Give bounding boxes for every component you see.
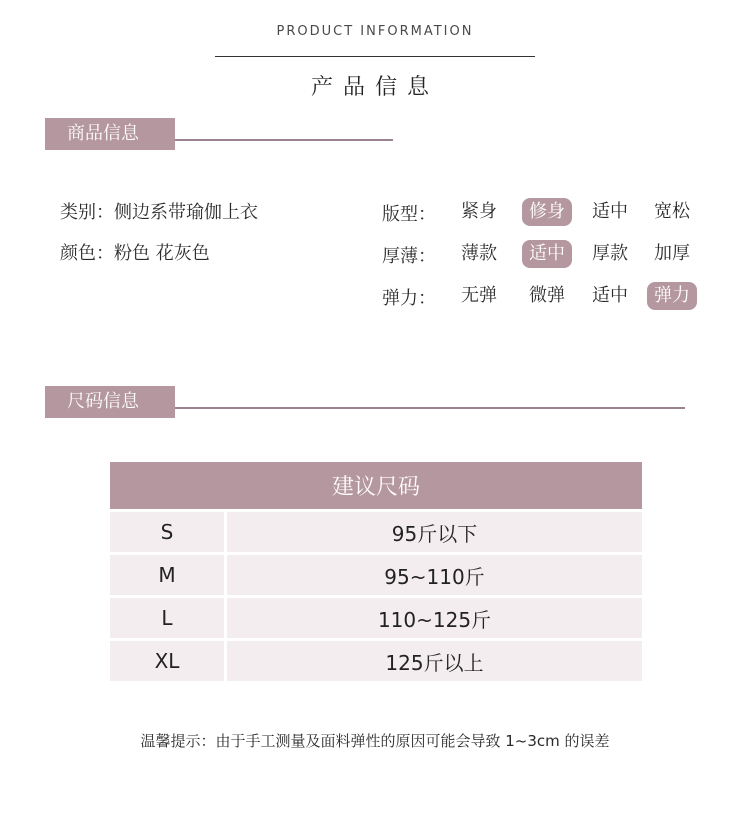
fit-option-slim-selected: 修身 (522, 198, 572, 226)
category-text: 类别：侧边系带瑜伽上衣 (60, 202, 258, 223)
size-info-divider (175, 407, 685, 409)
table-row (110, 511, 642, 554)
product-info-label: 商品信息 (45, 118, 175, 150)
size-table-header: 建议尺码 (110, 462, 642, 511)
elasticity-option-stretch-selected: 弹力 (647, 282, 697, 310)
thickness-option-extra-thick: 加厚 (654, 243, 690, 264)
color-text: 颜色：粉色 花灰色 (60, 243, 210, 264)
weight-cell: 110~125斤 (226, 597, 643, 640)
product-info-divider (175, 139, 393, 141)
size-cell: M (110, 554, 226, 597)
attr-fit-label: 版型： (382, 204, 436, 225)
size-cell: S (110, 511, 226, 554)
weight-cell: 125斤以上 (226, 640, 643, 682)
table-row (110, 597, 642, 640)
attr-elasticity-label: 弹力： (382, 288, 436, 309)
elasticity-option-slight: 微弹 (529, 285, 565, 306)
header-cn-title: 产品信息 (310, 75, 439, 100)
title-divider (215, 56, 535, 57)
table-row (110, 640, 642, 682)
thickness-option-medium-selected: 适中 (522, 240, 572, 268)
weight-cell: 95斤以下 (226, 511, 643, 554)
fit-option-tight: 紧身 (461, 201, 497, 222)
measurement-tip: 温馨提示：由于手工测量及面料弹性的原因可能会导致 1~3cm 的误差 (140, 732, 610, 750)
size-table-header-row (110, 462, 642, 511)
header-en-title: PRODUCT INFORMATION (276, 24, 474, 39)
size-table (110, 462, 642, 681)
weight-cell: 95~110斤 (226, 554, 643, 597)
thickness-option-thin: 薄款 (461, 243, 497, 264)
elasticity-option-medium: 适中 (592, 285, 628, 306)
size-cell: XL (110, 640, 226, 682)
fit-option-loose: 宽松 (654, 201, 690, 222)
thickness-option-thick: 厚款 (592, 243, 628, 264)
table-row (110, 554, 642, 597)
attr-thickness-label: 厚薄： (382, 246, 436, 267)
size-info-label: 尺码信息 (45, 386, 175, 418)
size-cell: L (110, 597, 226, 640)
elasticity-option-none: 无弹 (461, 285, 497, 306)
fit-option-regular: 适中 (592, 201, 628, 222)
